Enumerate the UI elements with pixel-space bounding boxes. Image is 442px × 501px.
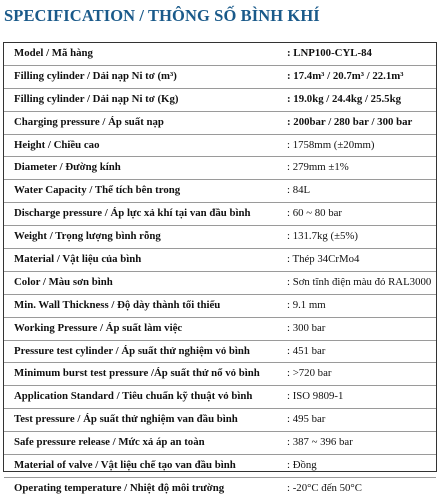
spec-row — [4, 89, 436, 112]
spec-value: : 451 bar — [287, 344, 326, 357]
spec-label: Model / Mã hàng — [14, 47, 93, 59]
spec-row — [4, 455, 436, 478]
spec-label: Operating temperature / Nhiệt độ môi trường — [14, 481, 225, 494]
spec-label: Color / Màu sơn bình — [14, 275, 113, 288]
spec-value: : 279mm ±1% — [287, 161, 349, 174]
spec-row — [4, 180, 436, 203]
spec-label: Application Standard / Tiêu chuẩn kỹ thuật vỏ bình — [14, 390, 253, 403]
spec-label: Test pressure / Áp suất thử nghiệm van đầu bình — [14, 413, 238, 426]
spec-label: Min. Wall Thickness / Độ dày thành tối thiểu — [14, 298, 221, 311]
spec-row — [4, 432, 436, 455]
spec-label: Diameter / Đường kính — [14, 161, 121, 174]
spec-value: : 1758mm (±20mm) — [287, 138, 375, 151]
spec-row — [4, 318, 436, 341]
spec-row — [4, 249, 436, 272]
spec-row — [4, 112, 436, 135]
title-bar — [0, 0, 442, 34]
spec-value: : 387 ~ 396 bar — [287, 436, 353, 449]
spec-label: Working Pressure / Áp suất làm việc — [14, 321, 183, 334]
spec-row — [4, 203, 436, 226]
spec-value: : 131.7kg (±5%) — [287, 230, 358, 243]
spec-value: : Đồng — [287, 459, 317, 472]
spec-value: : 300 bar — [287, 321, 326, 334]
spec-row — [4, 478, 436, 501]
spec-value: : 19.0kg / 24.4kg / 25.5kg — [287, 92, 401, 105]
spec-row — [4, 272, 436, 295]
spec-label: Material / Vật liệu của bình — [14, 253, 142, 266]
spec-value: : -20°C đến 50°C — [287, 481, 362, 494]
spec-label: Filling cylinder / Dải nạp Ni tơ (Kg) — [14, 92, 179, 105]
spec-value: : 17.4m³ / 20.7m³ / 22.1m³ — [287, 69, 404, 82]
spec-value: : Sơn tĩnh điện màu đỏ RAL3000 — [287, 275, 432, 288]
spec-label: Discharge pressure / Áp lực xả khí tại van đầu bình — [14, 207, 251, 220]
spec-row — [4, 135, 436, 158]
spec-row — [4, 66, 436, 89]
spec-row — [4, 43, 436, 66]
spec-label: Material of valve / Vật liệu chế tạo van đầu bình — [14, 459, 236, 472]
spec-value: : 9.1 mm — [287, 298, 326, 311]
spec-rows — [4, 43, 436, 501]
spec-table — [3, 42, 437, 494]
spec-value: : 84L — [287, 184, 311, 197]
spec-row — [4, 386, 436, 409]
spec-label: Charging pressure / Áp suất nạp — [14, 115, 164, 128]
spec-value: : 495 bar — [287, 413, 326, 426]
spec-label: Height / Chiều cao — [14, 138, 100, 151]
spec-value: : 60 ~ 80 bar — [287, 207, 343, 220]
spec-label: Filling cylinder / Dải nạp Ni tơ (m³) — [14, 69, 177, 82]
spec-row — [4, 226, 436, 249]
spec-label: Water Capacity / Thể tích bên trong — [14, 184, 181, 197]
spec-label: Weight / Trọng lượng bình rỗng — [14, 230, 161, 243]
page-title: SPECIFICATION / THÔNG SỐ BÌNH KHÍ — [4, 6, 320, 25]
spec-row — [4, 157, 436, 180]
spec-label: Safe pressure release / Mức xả áp an toàn — [14, 436, 205, 449]
spec-row — [4, 363, 436, 386]
spec-value: : 200bar / 280 bar / 300 bar — [287, 115, 413, 128]
spec-value: : LNP100-CYL-84 — [287, 47, 372, 59]
spec-row — [4, 341, 436, 364]
spec-value: : Thép 34CrMo4 — [287, 253, 360, 266]
spec-row — [4, 295, 436, 318]
spec-value: : ISO 9809-1 — [287, 390, 344, 403]
spec-value: : >720 bar — [287, 367, 332, 380]
spec-row — [4, 409, 436, 432]
spec-label: Minimum burst test pressure /Áp suất thử nổ vỏ bình — [14, 367, 260, 380]
spec-label: Pressure test cylinder / Áp suất thử nghiệm vỏ bình — [14, 344, 250, 357]
